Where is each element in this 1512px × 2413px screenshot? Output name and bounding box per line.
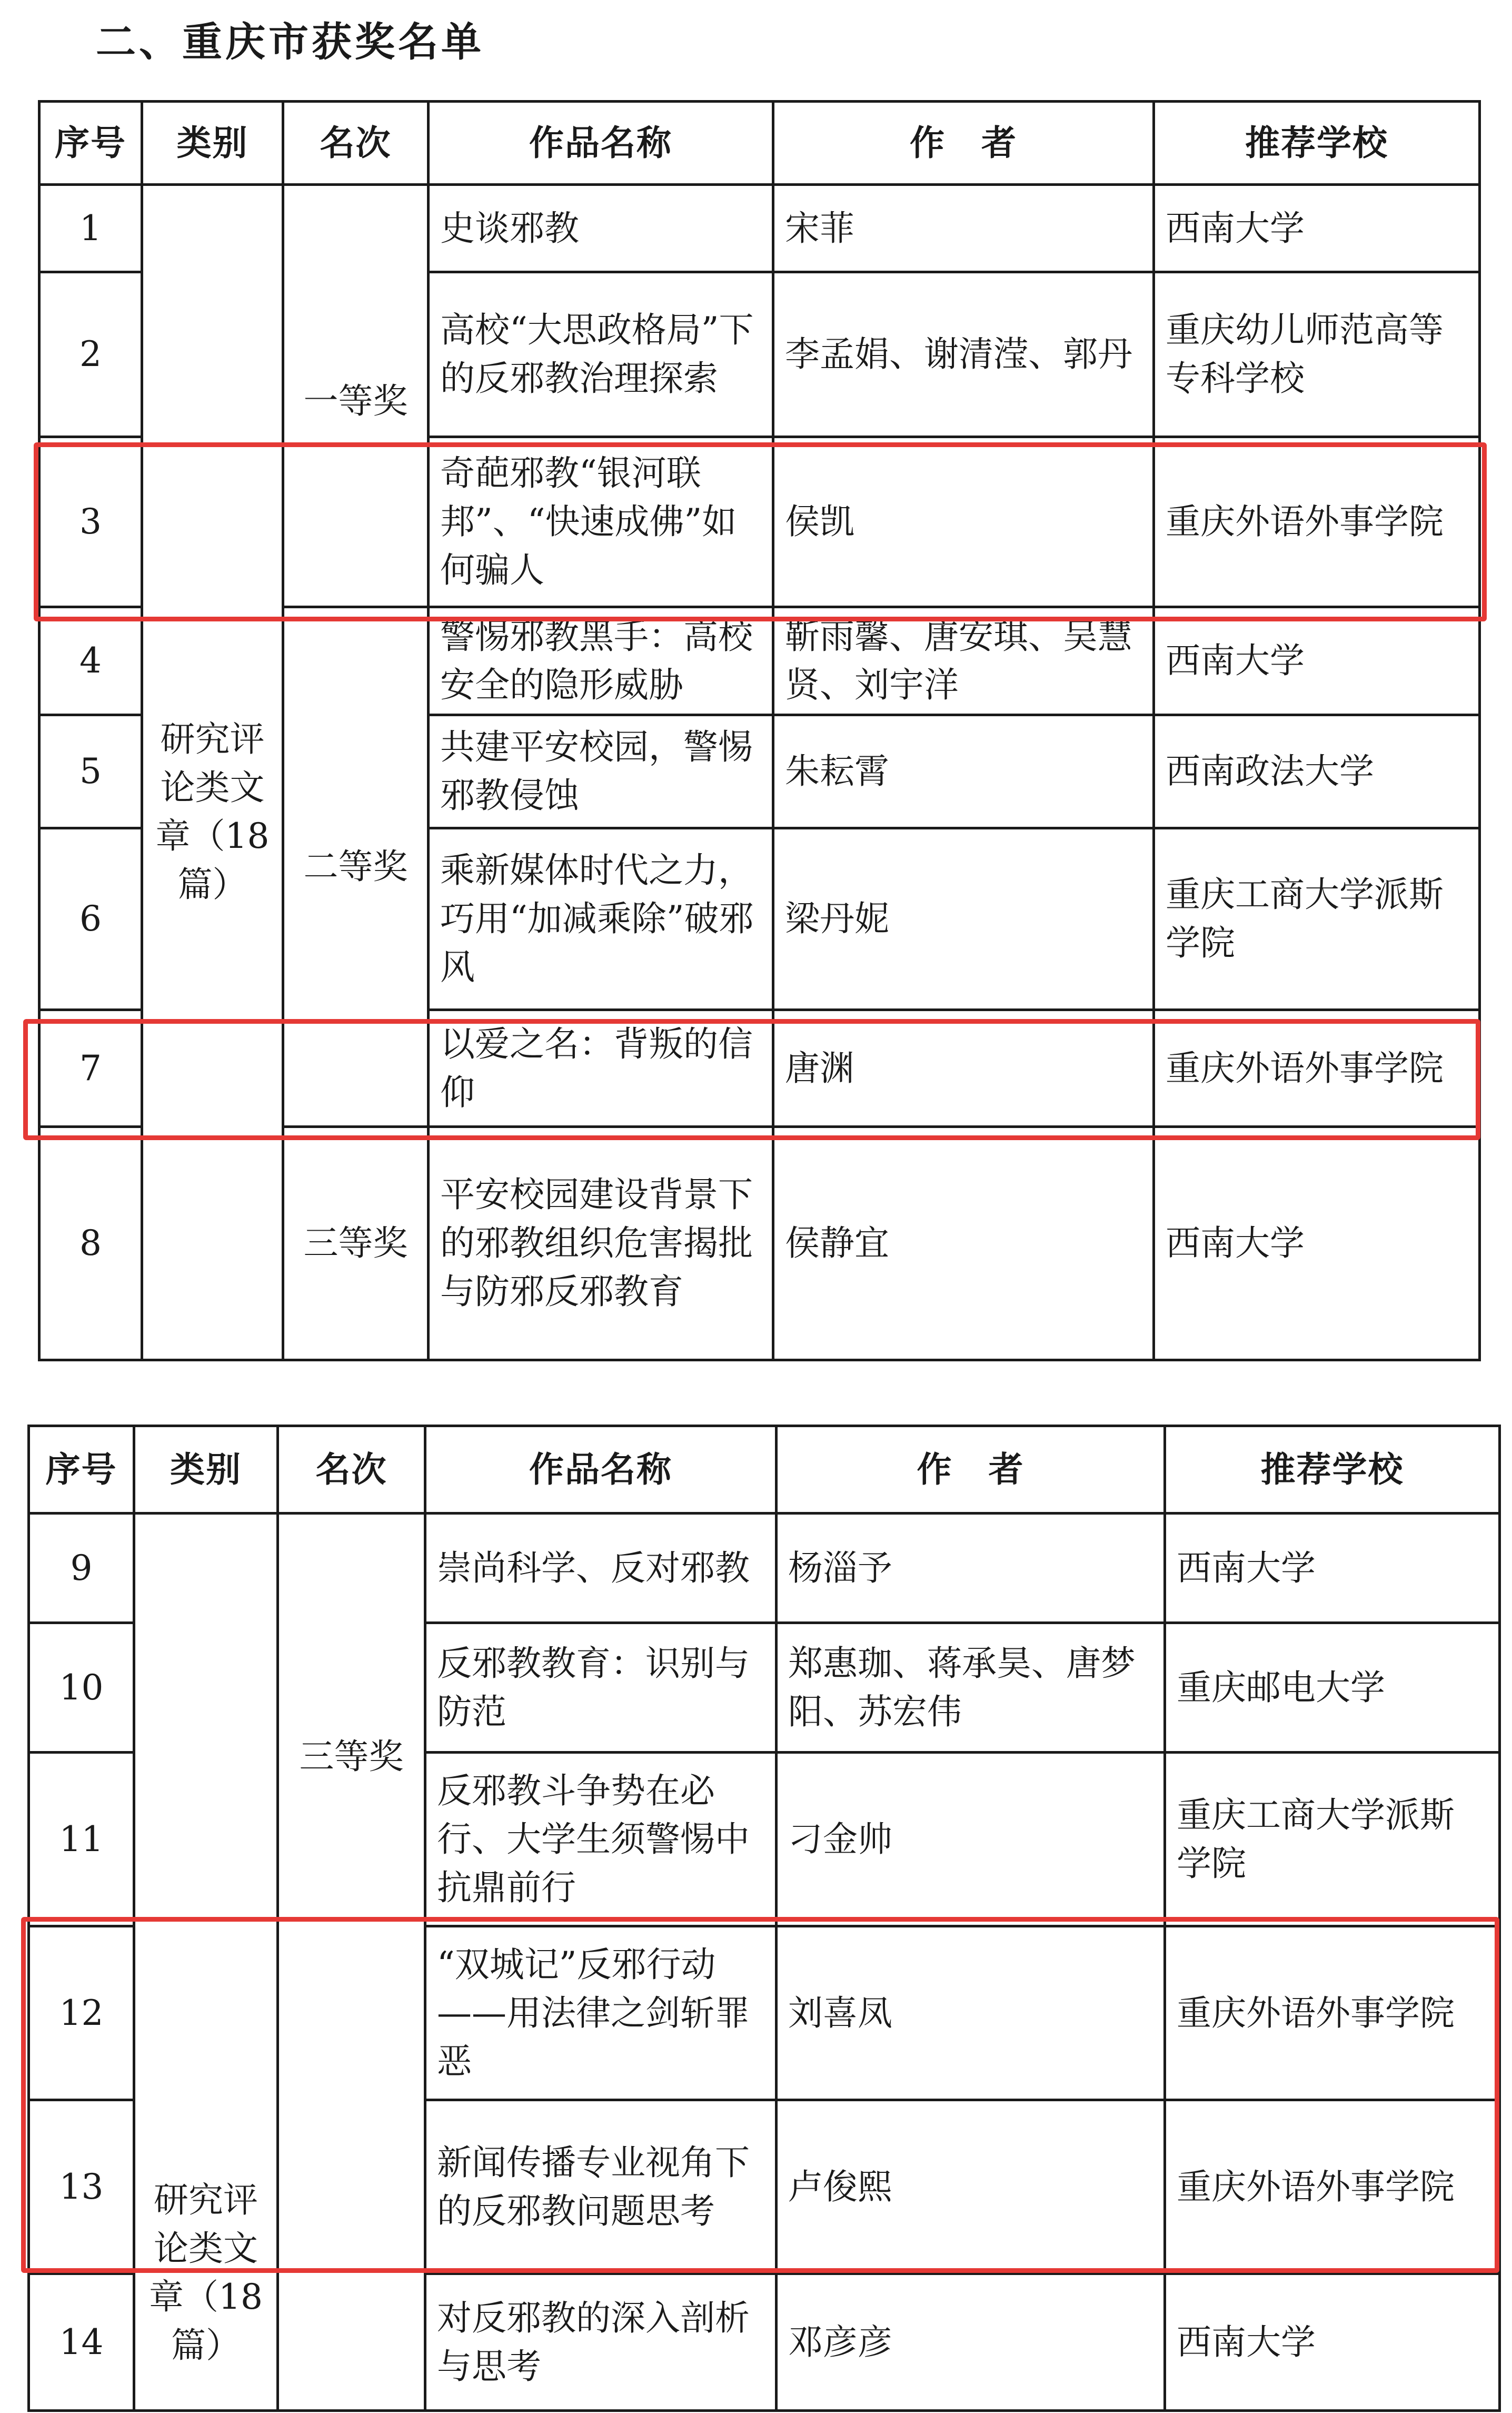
author-name: 刁金帅 [777, 1753, 1165, 1926]
author-name: 唐渊 [773, 1010, 1154, 1127]
header-author: 作 者 [777, 1426, 1165, 1514]
row-num: 4 [39, 607, 142, 715]
row-num: 12 [29, 1926, 134, 2100]
row-num: 11 [29, 1753, 134, 1926]
school-name: 西南政法大学 [1154, 715, 1480, 828]
work-title: 史谈邪教 [429, 185, 773, 272]
work-title: 警惕邪教黑手：高校安全的隐形威胁 [429, 607, 773, 715]
row-num: 1 [39, 185, 142, 272]
school-name: 重庆外语外事学院 [1165, 2100, 1500, 2274]
rank-cell-third [278, 1514, 425, 2411]
work-title: 崇尚科学、反对邪教 [425, 1514, 777, 1623]
header-rank: 名次 [283, 102, 429, 185]
row-num: 6 [39, 828, 142, 1010]
category-label: 研究评论类文章（18篇） [149, 2179, 263, 2366]
rank-label: 一等奖 [303, 380, 408, 421]
header-category: 类别 [134, 1426, 278, 1514]
work-title: 高校“大思政格局”下的反邪教治理探索 [429, 272, 773, 437]
work-title: 以爱之名：背叛的信仰 [429, 1010, 773, 1127]
header-rank: 名次 [278, 1426, 425, 1514]
header-school: 推荐学校 [1154, 102, 1480, 185]
author-name: 侯凯 [773, 437, 1154, 607]
author-name: 李孟娟、谢清滢、郭丹 [773, 272, 1154, 437]
school-name: 西南大学 [1154, 185, 1480, 272]
author-name: 刘喜凤 [777, 1926, 1165, 2100]
rank-cell-first [283, 185, 429, 607]
rank-cell-second [283, 607, 429, 1127]
work-title: “双城记”反邪行动——用法律之剑斩罪恶 [425, 1926, 777, 2100]
author-name: 靳雨馨、唐安琪、吴慧贤、刘宇洋 [773, 607, 1154, 715]
table-row [39, 185, 1480, 272]
school-name: 重庆邮电大学 [1165, 1623, 1500, 1753]
author-name: 郑惠珈、蒋承昊、唐梦阳、苏宏伟 [777, 1623, 1165, 1753]
school-name: 重庆工商大学派斯学院 [1154, 828, 1480, 1010]
category-cell [134, 1514, 278, 2411]
rank-label: 二等奖 [303, 846, 408, 887]
row-num: 10 [29, 1623, 134, 1753]
row-num: 2 [39, 272, 142, 437]
work-title: 对反邪教的深入剖析与思考 [425, 2274, 777, 2411]
author-name: 侯静宜 [773, 1127, 1154, 1360]
row-num: 14 [29, 2274, 134, 2411]
school-name: 西南大学 [1154, 1127, 1480, 1360]
school-name: 重庆工商大学派斯学院 [1165, 1753, 1500, 1926]
header-title: 作品名称 [429, 102, 773, 185]
row-num: 5 [39, 715, 142, 828]
author-name: 梁丹妮 [773, 828, 1154, 1010]
school-name: 重庆外语外事学院 [1165, 1926, 1500, 2100]
table-header-row [39, 102, 1480, 185]
row-num: 3 [39, 437, 142, 607]
header-num: 序号 [29, 1426, 134, 1514]
author-name: 杨淄予 [777, 1514, 1165, 1623]
work-title: 反邪教教育：识别与防范 [425, 1623, 777, 1753]
work-title: 反邪教斗争势在必行、大学生须警惕中抗鼎前行 [425, 1753, 777, 1926]
header-author: 作 者 [773, 102, 1154, 185]
work-title: 平安校园建设背景下的邪教组织危害揭批与防邪反邪教育 [429, 1127, 773, 1360]
category-label: 研究评论类文章（18篇） [155, 718, 270, 905]
school-name: 重庆外语外事学院 [1154, 437, 1480, 607]
work-title: 奇葩邪教“银河联邦”、“快速成佛”如何骗人 [429, 437, 773, 607]
author-name: 宋菲 [773, 185, 1154, 272]
school-name: 重庆幼儿师范高等专科学校 [1154, 272, 1480, 437]
table-row [29, 1514, 1500, 1623]
award-table-2 [27, 1425, 1501, 2412]
rank-cell-third [283, 1127, 429, 1360]
school-name: 西南大学 [1165, 2274, 1500, 2411]
rank-label: 三等奖 [303, 1223, 408, 1263]
work-title: 共建平安校园，警惕邪教侵蚀 [429, 715, 773, 828]
award-table-1 [38, 100, 1481, 1361]
school-name: 西南大学 [1154, 607, 1480, 715]
school-name: 西南大学 [1165, 1514, 1500, 1623]
row-num: 8 [39, 1127, 142, 1360]
table-header-row [29, 1426, 1500, 1514]
header-school: 推荐学校 [1165, 1426, 1500, 1514]
school-name: 重庆外语外事学院 [1154, 1010, 1480, 1127]
rank-label: 三等奖 [299, 1736, 404, 1777]
section-heading: 二、重庆市获奖名单 [96, 18, 484, 65]
row-num: 9 [29, 1514, 134, 1623]
author-name: 卢俊熙 [777, 2100, 1165, 2274]
work-title: 乘新媒体时代之力，巧用“加减乘除”破邪风 [429, 828, 773, 1010]
category-cell [142, 185, 283, 1360]
header-num: 序号 [39, 102, 142, 185]
work-title: 新闻传播专业视角下的反邪教问题思考 [425, 2100, 777, 2274]
row-num: 7 [39, 1010, 142, 1127]
row-num: 13 [29, 2100, 134, 2274]
header-title: 作品名称 [425, 1426, 777, 1514]
header-category: 类别 [142, 102, 283, 185]
author-name: 邓彦彦 [777, 2274, 1165, 2411]
author-name: 朱耘霄 [773, 715, 1154, 828]
